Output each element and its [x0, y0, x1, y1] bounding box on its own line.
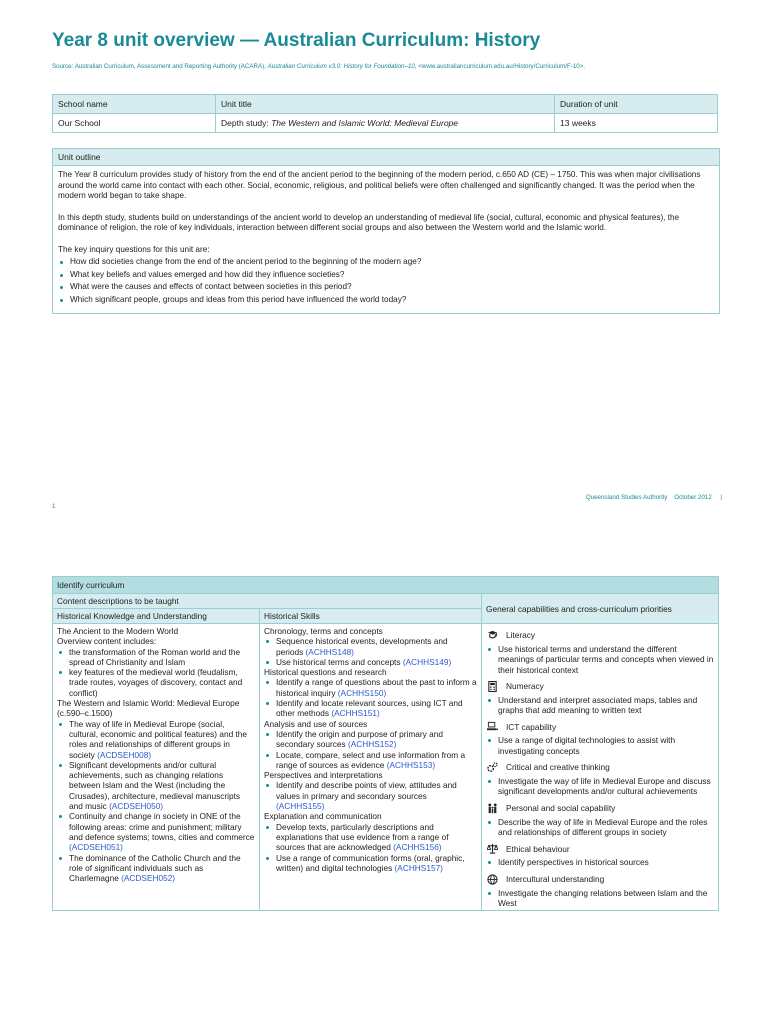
- list-item: Investigate the way of life in Medieval Europe and discuss significant developments and/or cultural achievements: [486, 776, 714, 797]
- gc-column: [482, 624, 719, 911]
- hku-column: [53, 624, 260, 911]
- list-item: Develop texts, particularly descriptions and explanations that use evidence from a range of sources that are acknowledged (ACHHS156): [264, 822, 477, 853]
- page-title: Year 8 unit overview — Australian Curriculum: History: [52, 30, 541, 51]
- curriculum-code: (ACDSEH052): [121, 873, 176, 884]
- curriculum-code: (ACHHS153): [386, 759, 436, 770]
- list-item: Use historical terms and understand the different meanings of particular terms and concepts when viewed in their historical context: [486, 644, 714, 675]
- hku-subheading: The Western and Islamic World: Medieval Europe (c.590–c.1500): [57, 698, 240, 719]
- capability-intercultural: Intercultural understanding: [486, 874, 714, 885]
- list-item: Locate, compare, select and use information from a range of sources as evidence (ACHHS153): [264, 750, 477, 771]
- capability-personal-social: Personal and social capability: [486, 803, 714, 814]
- list-item: Use a range of communication forms (oral, graphic, written) and digital technologies (ACHHS157): [264, 853, 477, 874]
- curriculum-code: (ACHHS150): [337, 687, 387, 698]
- inquiry-question: What were the causes and effects of contact between societies in this period?: [58, 282, 714, 293]
- list-item: Identify the origin and purpose of primary and secondary sources (ACHHS152): [264, 729, 477, 750]
- hs-subheading: Chronology, terms and concepts: [264, 626, 383, 636]
- curriculum-code: (ACHHS151): [331, 708, 380, 719]
- list-item: Identify perspectives in historical sources: [486, 857, 714, 867]
- hs-subheading: Explanation and communication: [264, 811, 382, 822]
- hs-subheading: Perspectives and interpretations: [264, 770, 383, 781]
- ethical-icon: [486, 843, 498, 854]
- general-capabilities-heading: General capabilities and cross-curriculum priorities: [482, 594, 719, 624]
- curriculum-table: [52, 576, 719, 911]
- list-item: Investigate the changing relations between Islam and the West: [486, 888, 714, 909]
- list-item: the transformation of the Roman world and the spread of Christianity and Islam: [57, 647, 255, 668]
- capability-critical-thinking: Critical and creative thinking: [486, 762, 714, 773]
- hs-subheading: Historical questions and research: [264, 667, 387, 678]
- page-footer: Queensland Studies Authority October 2012 |: [585, 494, 722, 501]
- list-item: Continuity and change in society in ONE of the following areas: crime and punishment; military and defence systems; towns, cities and commerce (ACDSEH051): [57, 811, 255, 852]
- curriculum-code: (ACHHS155): [276, 801, 325, 812]
- list-item: The dominance of the Catholic Church and the role of significant individuals such as Charlemagne (ACDSEH052): [57, 853, 255, 884]
- inquiry-question: Which significant people, groups and ideas from this period have influenced the world today?: [58, 295, 714, 306]
- literacy-icon: [486, 630, 498, 641]
- curriculum-code: (ACHHS157): [394, 862, 443, 873]
- critical-thinking-icon: [486, 762, 498, 773]
- intercultural-icon: [486, 874, 498, 885]
- duration-value: 13 weeks: [555, 114, 718, 133]
- content-descriptions-heading: Content descriptions to be taught: [53, 594, 482, 609]
- list-item: Significant developments and/or cultural achievements, such as changing relations between Islam and the West (including the Crusades), architecture, medieval manuscripts and music (ACDSEH050): [57, 760, 255, 811]
- curriculum-code: (ACDSEH050): [109, 801, 164, 812]
- source-citation: Source: Australian Curriculum, Assessment and Reporting Authority (ACARA), Australian Curriculum v3.0: History for Foundation–10, <www.australiancurriculum.edu.au/History/Curriculum/F-10>.: [52, 63, 586, 70]
- list-item: Use historical terms and concepts (ACHHS149): [264, 657, 477, 667]
- unit-info-table: [52, 94, 718, 133]
- page-number: 1: [52, 503, 56, 510]
- curriculum-code: (ACHHS149): [402, 656, 452, 667]
- list-item: The way of life in Medieval Europe (social, cultural, economic and political features) and the roles and relationships of different groups in society (ACDSEH008): [57, 719, 255, 760]
- curriculum-code: (ACHHS156): [393, 842, 442, 853]
- list-item: Identify and locate relevant sources, using ICT and other methods (ACHHS151): [264, 698, 477, 719]
- duration-header: Duration of unit: [555, 95, 718, 114]
- unit-outline: [52, 148, 720, 314]
- hs-heading: Historical Skills: [260, 609, 482, 624]
- capability-numeracy: Numeracy: [486, 681, 714, 692]
- curriculum-code: (ACDSEH008): [97, 749, 152, 760]
- unit-outline-body: [53, 166, 719, 313]
- capability-literacy: Literacy: [486, 630, 714, 641]
- inquiry-question: How did societies change from the end of the ancient period to the beginning of the modern age?: [58, 257, 714, 268]
- school-name-value: Our School: [53, 114, 216, 133]
- list-item: Describe the way of life in Medieval Europe and the roles and relationships of different groups in society: [486, 817, 714, 838]
- list-item: Sequence historical events, developments and periods (ACHHS148): [264, 636, 477, 657]
- list-item: Understand and interpret associated maps, tables and graphs that add meaning to written text: [486, 695, 714, 716]
- school-name-header: School name: [53, 95, 216, 114]
- unit-title-value: Depth study: The Western and Islamic World: Medieval Europe: [216, 114, 555, 133]
- list-item: Use a range of digital technologies to assist with investigating concepts: [486, 735, 714, 756]
- hku-subheading: Overview content includes:: [57, 636, 157, 647]
- outline-paragraph: In this depth study, students build on understandings of the ancient world to develop an understanding of medieval life (social, cultural, economic and physical features), the dominance of religion, the role of key individuals, interaction between different social groups and also between the Western world and the Islamic world.: [58, 212, 680, 232]
- inquiry-question: What key beliefs and values emerged and how did they influence societies?: [58, 270, 714, 281]
- ict-icon: [486, 721, 498, 732]
- list-item: Identify a range of questions about the past to inform a historical inquiry (ACHHS150): [264, 677, 477, 698]
- inquiry-questions-list: [58, 257, 714, 305]
- curriculum-code: (ACHHS148): [305, 646, 354, 657]
- hku-subheading: The Ancient to the Modern World: [57, 626, 179, 636]
- unit-outline-heading: Unit outline: [53, 149, 719, 166]
- hs-subheading: Analysis and use of sources: [264, 718, 368, 729]
- curriculum-title: Identify curriculum: [53, 577, 719, 594]
- list-item: Identify and describe points of view, attitudes and values in primary and secondary sources (ACHHS155): [264, 780, 477, 811]
- curriculum-code: (ACHHS152): [347, 739, 397, 750]
- hs-column: [260, 624, 482, 911]
- hku-heading: Historical Knowledge and Understanding: [53, 609, 260, 624]
- numeracy-icon: [486, 681, 498, 692]
- curriculum-code: (ACDSEH051): [69, 842, 123, 853]
- unit-title-header: Unit title: [216, 95, 555, 114]
- outline-paragraph: The Year 8 curriculum provides study of history from the end of the ancient period to the beginning of the modern period, c.650 AD (CE) – 1750. This was when major civilisations around the world came into contact with each other. Social, economic, religious, and political beliefs were often challenged and significantly changed. It was the period when the modern world began to take shape.: [58, 170, 701, 200]
- outline-paragraph: The key inquiry questions for this unit are:: [58, 244, 210, 254]
- capability-ict: ICT capability: [486, 721, 714, 732]
- capability-ethical: Ethical behaviour: [486, 843, 714, 854]
- list-item: key features of the medieval world (feudalism, trade routes, voyages of discovery, contact and conflict): [57, 667, 255, 698]
- personal-social-icon: [486, 803, 498, 814]
